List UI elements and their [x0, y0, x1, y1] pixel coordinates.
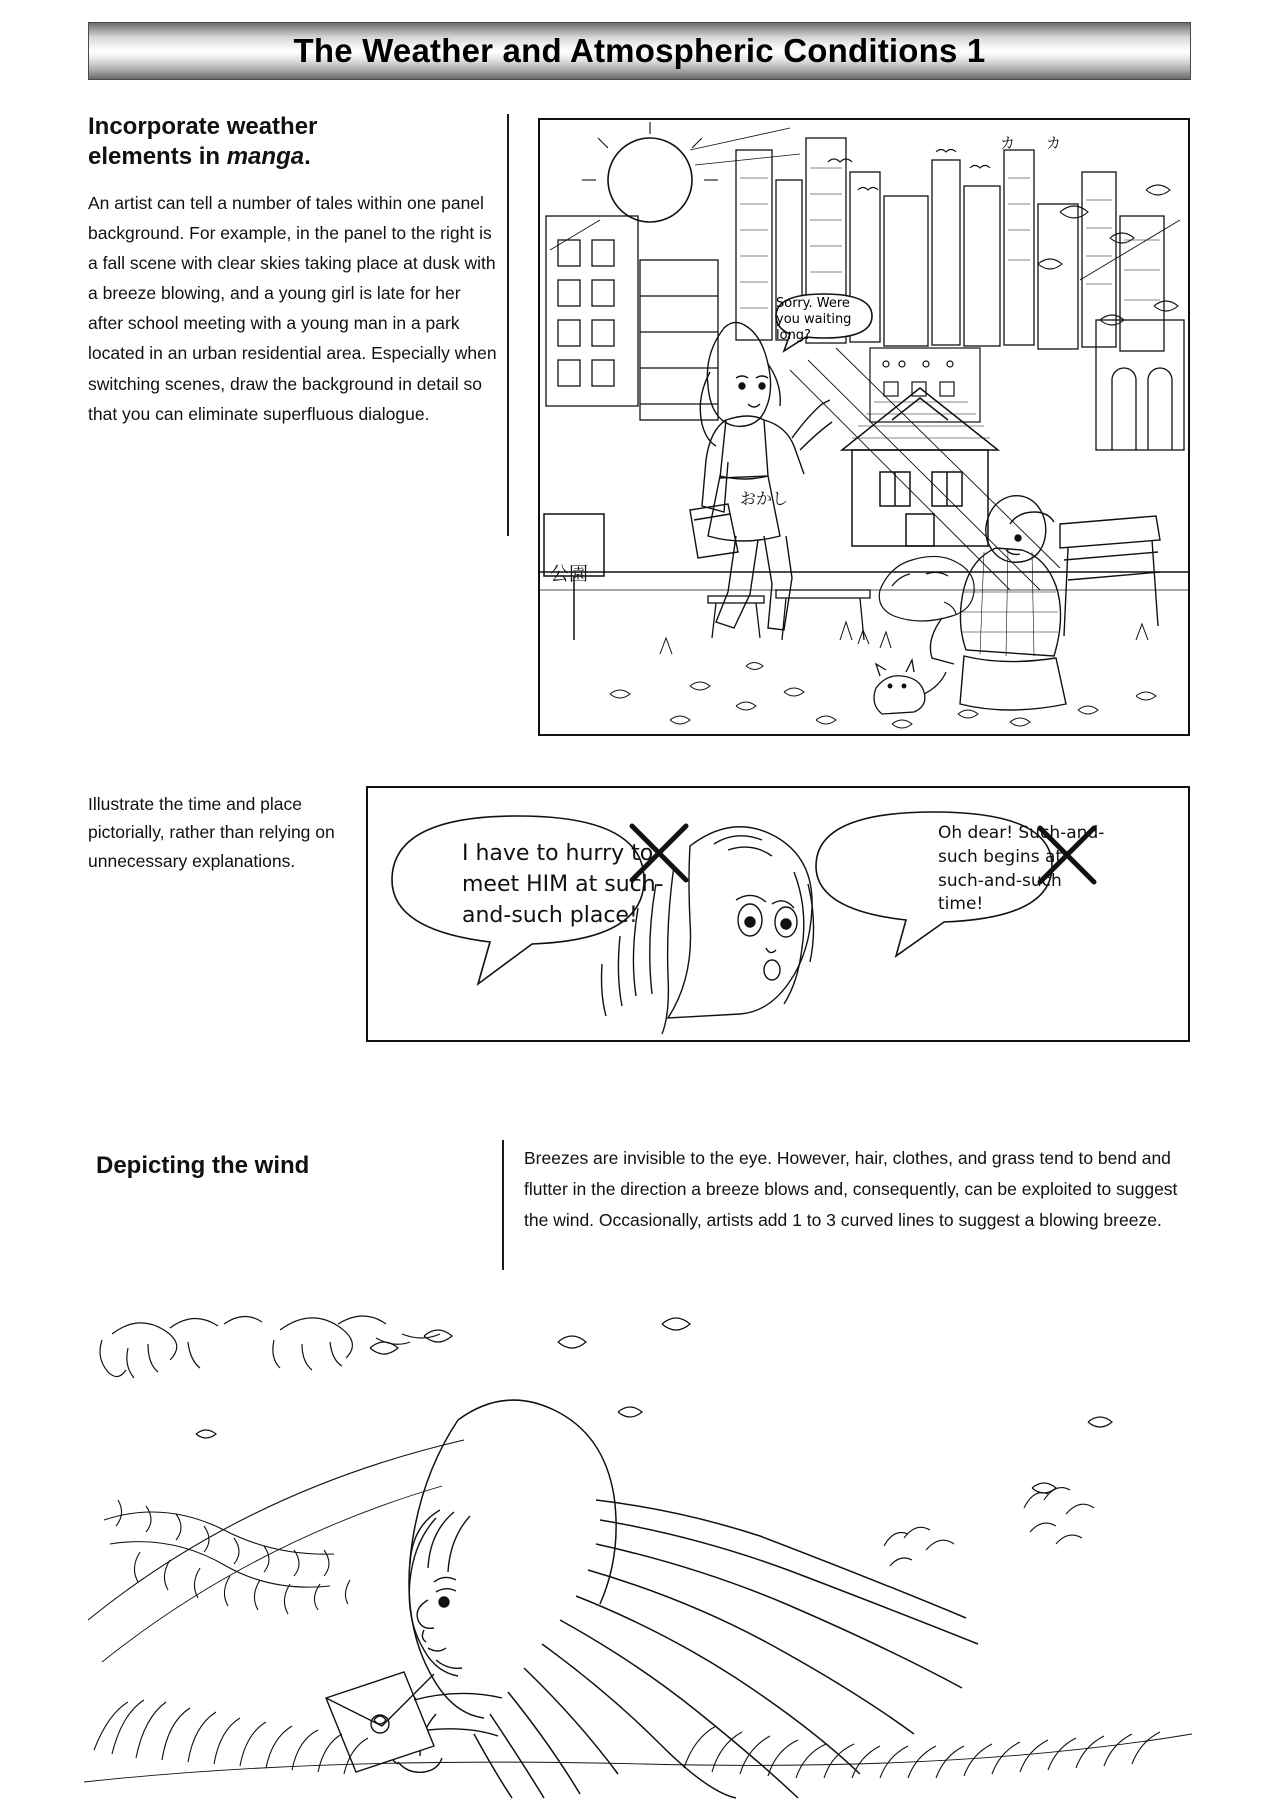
- page-header-banner: [88, 22, 1191, 80]
- section3-vertical-rule: [502, 1140, 504, 1270]
- city-park-line-art: [540, 120, 1188, 734]
- page-title: The Weather and Atmospheric Conditions 1: [293, 32, 986, 69]
- bubble-left-text: I have to hurry to meet HIM at such-and-such place!: [462, 841, 664, 929]
- section1-body-text: An artist can tell a number of tales within one panel background. For example, in the panel to the right is a fall scene with clear skies taking place at dusk with a breeze blowing, and a young girl is late for her after school meeting with a young man in a park located in an urban residential area. Especially when switching scenes, draw the background in detail so that you can eliminate superfluous dialogue.: [88, 193, 497, 424]
- girl-with-letter-line-art: [84, 1300, 1194, 1800]
- section3-body-text: Breezes are invisible to the eye. However, hair, clothes, and grass tend to bend and flutter in the direction a breeze blows and, consequently, can be exploited to suggest the wind. Occasionally, artists add 1 to 3 curved lines to suggest a blowing breeze.: [524, 1148, 1178, 1231]
- section2-caption: Illustrate the time and place pictorially, rather than relying on unnecessary explanations.: [88, 794, 335, 871]
- sfx-ka-1-text: カ: [1000, 134, 1016, 152]
- section1-vertical-rule: [507, 114, 509, 536]
- section3-heading: Depicting the wind: [96, 1152, 310, 1179]
- speech-bubble-sorry-text: Sorry. Were you waiting long?: [776, 296, 852, 343]
- park-sign-text: 公園: [549, 563, 588, 585]
- manga-panel-city-park: [538, 118, 1190, 736]
- section1-heading-line1: Incorporate weather: [88, 113, 318, 140]
- bubble-right-text: Oh dear! Such-and-such begins at such-and-such time!: [938, 823, 1105, 915]
- section1-heading: [88, 112, 498, 172]
- sfx-okashi-text: おかし: [740, 489, 789, 508]
- section1-heading-period: .: [304, 143, 311, 170]
- wind-illustration: [84, 1300, 1194, 1800]
- sfx-ka-2-text: カ: [1046, 134, 1062, 152]
- section1-text-column: [88, 112, 498, 429]
- section1-heading-emphasis: manga: [226, 143, 305, 170]
- section1-heading-line2: elements in: [88, 143, 227, 170]
